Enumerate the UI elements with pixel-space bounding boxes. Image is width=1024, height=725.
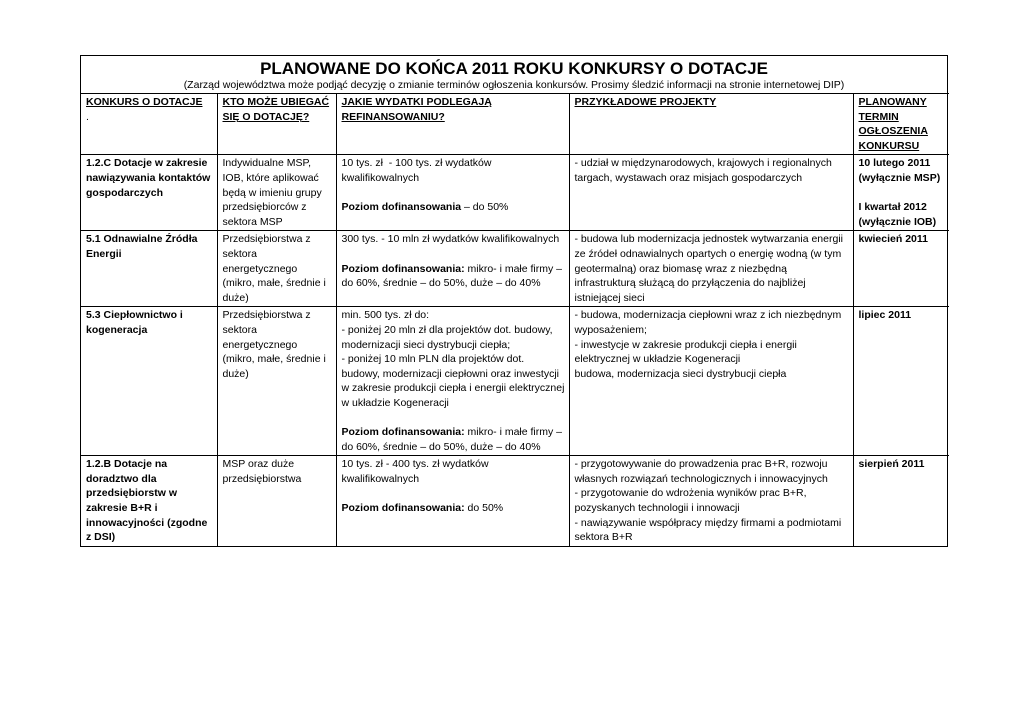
cell-wydatki: 10 tys. zł - 400 tys. zł wydatków kwalifikowalnych Poziom dofinansowania: do 50% (336, 456, 569, 546)
cell-kto: MSP oraz duże przedsiębiorstwa (217, 456, 336, 546)
table-header-row (81, 94, 949, 155)
table-row (81, 307, 949, 456)
table-row (81, 456, 949, 546)
document-frame (80, 55, 948, 547)
page-subtitle: (Zarząd województwa może podjąć decyzję o zmianie terminów ogłoszenia konkursów. Prosimy śledzić informacji na stronie internetowej DIP) (183, 79, 845, 91)
header-termin: PLANOWANY TERMIN OGŁOSZENIA KONKURSU (853, 94, 949, 155)
header-konkurs: KONKURS O DOTACJE . (81, 94, 217, 155)
cell-konkurs: 1.2.C Dotacje w zakresie nawiązywania kontaktów gospodarczych (81, 155, 217, 231)
cell-konkurs: 5.1 Odnawialne Źródła Energii (81, 231, 217, 307)
page-title: PLANOWANE DO KOŃCA 2011 ROKU KONKURSY O DOTACJE (260, 59, 768, 78)
cell-wydatki: min. 500 tys. zł do: - poniżej 20 mln zł dla projektów dot. budowy, modernizacji sieci dystrybucji ciepła; - poniżej 10 mln PLN dla projektów dot. budowy, modernizacji ciepłowni oraz inwestycji w zakresie produkcji ciepła i energii elektrycznej w układzie Kogeneracji Poziom dofinansowania: mikro- i małe firmy – do 60%, średnie – do 50%, duże – do 40% (336, 307, 569, 456)
cell-termin: lipiec 2011 (853, 307, 949, 456)
header-wydatki: JAKIE WYDATKI PODLEGAJĄ REFINANSOWANIU? (336, 94, 569, 155)
cell-kto: Indywidualne MSP, IOB, które aplikować będą w imieniu grupy przedsiębiorców z sektora MSP (217, 155, 336, 231)
header-projekty: PRZYKŁADOWE PROJEKTY (569, 94, 853, 155)
cell-termin: sierpień 2011 (853, 456, 949, 546)
table-row (81, 231, 949, 307)
cell-termin: kwiecień 2011 (853, 231, 949, 307)
cell-kto: Przedsiębiorstwa z sektora energetycznego (mikro, małe, średnie i duże) (217, 231, 336, 307)
cell-projekty: - przygotowywanie do prowadzenia prac B+R, rozwoju własnych rozwiązań technologicznych i innowacyjnych - przygotowanie do wdrożenia wyników prac B+R, pozyskanych technologii i innowacji - nawiązywanie współpracy między firmami a podmiotami sektora B+R (569, 456, 853, 546)
cell-kto: Przedsiębiorstwa z sektora energetycznego (mikro, małe, średnie i duże) (217, 307, 336, 456)
cell-termin: 10 lutego 2011 (wyłącznie MSP) I kwartał 2012 (wyłącznie IOB) (853, 155, 949, 231)
cell-konkurs: 5.3 Ciepłownictwo i kogeneracja (81, 307, 217, 456)
cell-projekty: - budowa, modernizacja ciepłowni wraz z ich niezbędnym wyposażeniem; - inwestycje w zakresie produkcji ciepła i energii elektrycznej w układzie Kogeneracji budowa, modernizacja sieci dystrybucji ciepła (569, 307, 853, 456)
cell-projekty: - udział w międzynarodowych, krajowych i regionalnych targach, wystawach oraz misjach gospodarczych (569, 155, 853, 231)
cell-konkurs: 1.2.B Dotacje na doradztwo dla przedsiębiorstw w zakresie B+R i innowacyjności (zgodne z DSI) (81, 456, 217, 546)
header-kto: KTO MOŻE UBIEGAĆ SIĘ O DOTACJĘ? (217, 94, 336, 155)
cell-projekty: - budowa lub modernizacja jednostek wytwarzania energii ze źródeł odnawialnych opartych o energię wodną (w tym geotermalną) oraz biomasę wraz z niezbędną infrastrukturą służącą do przyłączenia do najbliżej istniejącej sieci (569, 231, 853, 307)
cell-wydatki: 300 tys. - 10 mln zł wydatków kwalifikowalnych Poziom dofinansowania: mikro- i małe firmy – do 60%, średnie – do 50%, duże – do 40% (336, 231, 569, 307)
cell-wydatki: 10 tys. zł - 100 tys. zł wydatków kwalifikowalnych Poziom dofinansowania – do 50% (336, 155, 569, 231)
grants-table (81, 93, 949, 546)
table-row (81, 155, 949, 231)
